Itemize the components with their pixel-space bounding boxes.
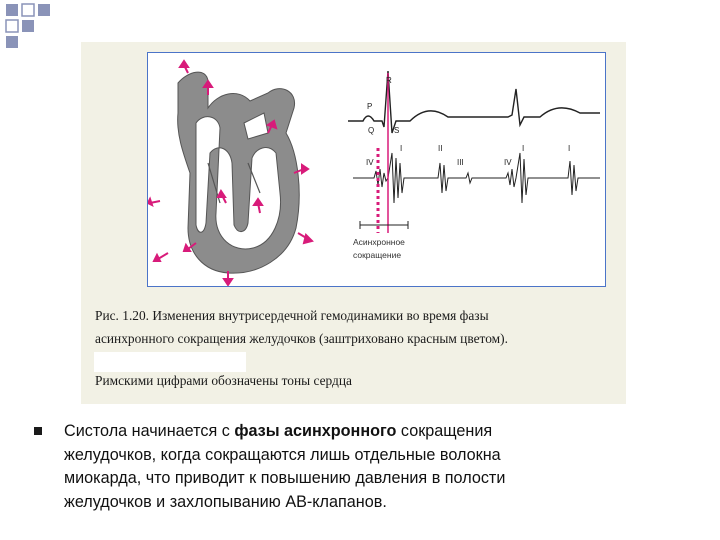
figure-caption	[95, 304, 615, 350]
caption-line3: Римскими цифрами обозначены тоны сердца	[95, 373, 352, 388]
label-tone-i-3: I	[568, 144, 571, 153]
label-tone-iv-2: IV	[504, 158, 512, 167]
caption-line1: Рис. 1.20. Изменения внутрисердечной гемодинамики во время фазы	[95, 308, 489, 323]
bullet-bold: фазы асинхронного	[234, 422, 397, 440]
caption-gap	[94, 352, 246, 372]
label-r: R	[386, 76, 392, 85]
bullet-line4: желудочков и захлопыванию АВ-клапанов.	[64, 492, 387, 511]
caption-line2: асинхронного сокращения желудочков (заштриховано красным цветом).	[95, 331, 508, 346]
heart-ecg-diagram	[148, 53, 605, 286]
label-p: P	[367, 102, 373, 111]
label-tone-i: I	[400, 144, 403, 153]
label-s: S	[394, 126, 400, 135]
label-q: Q	[368, 126, 375, 135]
bullet-line2: желудочков, когда сокращаются лишь отдельные волокна	[64, 445, 501, 464]
bullet-rest: сокращения	[396, 422, 493, 440]
label-tone-iii: III	[457, 158, 464, 167]
corner-decoration	[0, 0, 70, 50]
diagram-frame	[147, 52, 606, 287]
phonocardiogram-trace	[353, 153, 600, 203]
annotation-line2: сокращение	[353, 250, 402, 260]
bullet-marker	[34, 427, 42, 435]
label-tone-iv: IV	[366, 158, 374, 167]
label-tone-i-2: I	[522, 144, 525, 153]
label-tone-ii: II	[438, 144, 443, 153]
bullet-line1	[64, 420, 644, 444]
bullet-prefix: Систола начинается с	[64, 422, 235, 440]
bullet-line3: миокарда, что приводит к повышению давления в полости	[64, 469, 506, 487]
bullet-text	[64, 420, 644, 514]
annotation-line1: Асинхронное	[353, 237, 405, 247]
